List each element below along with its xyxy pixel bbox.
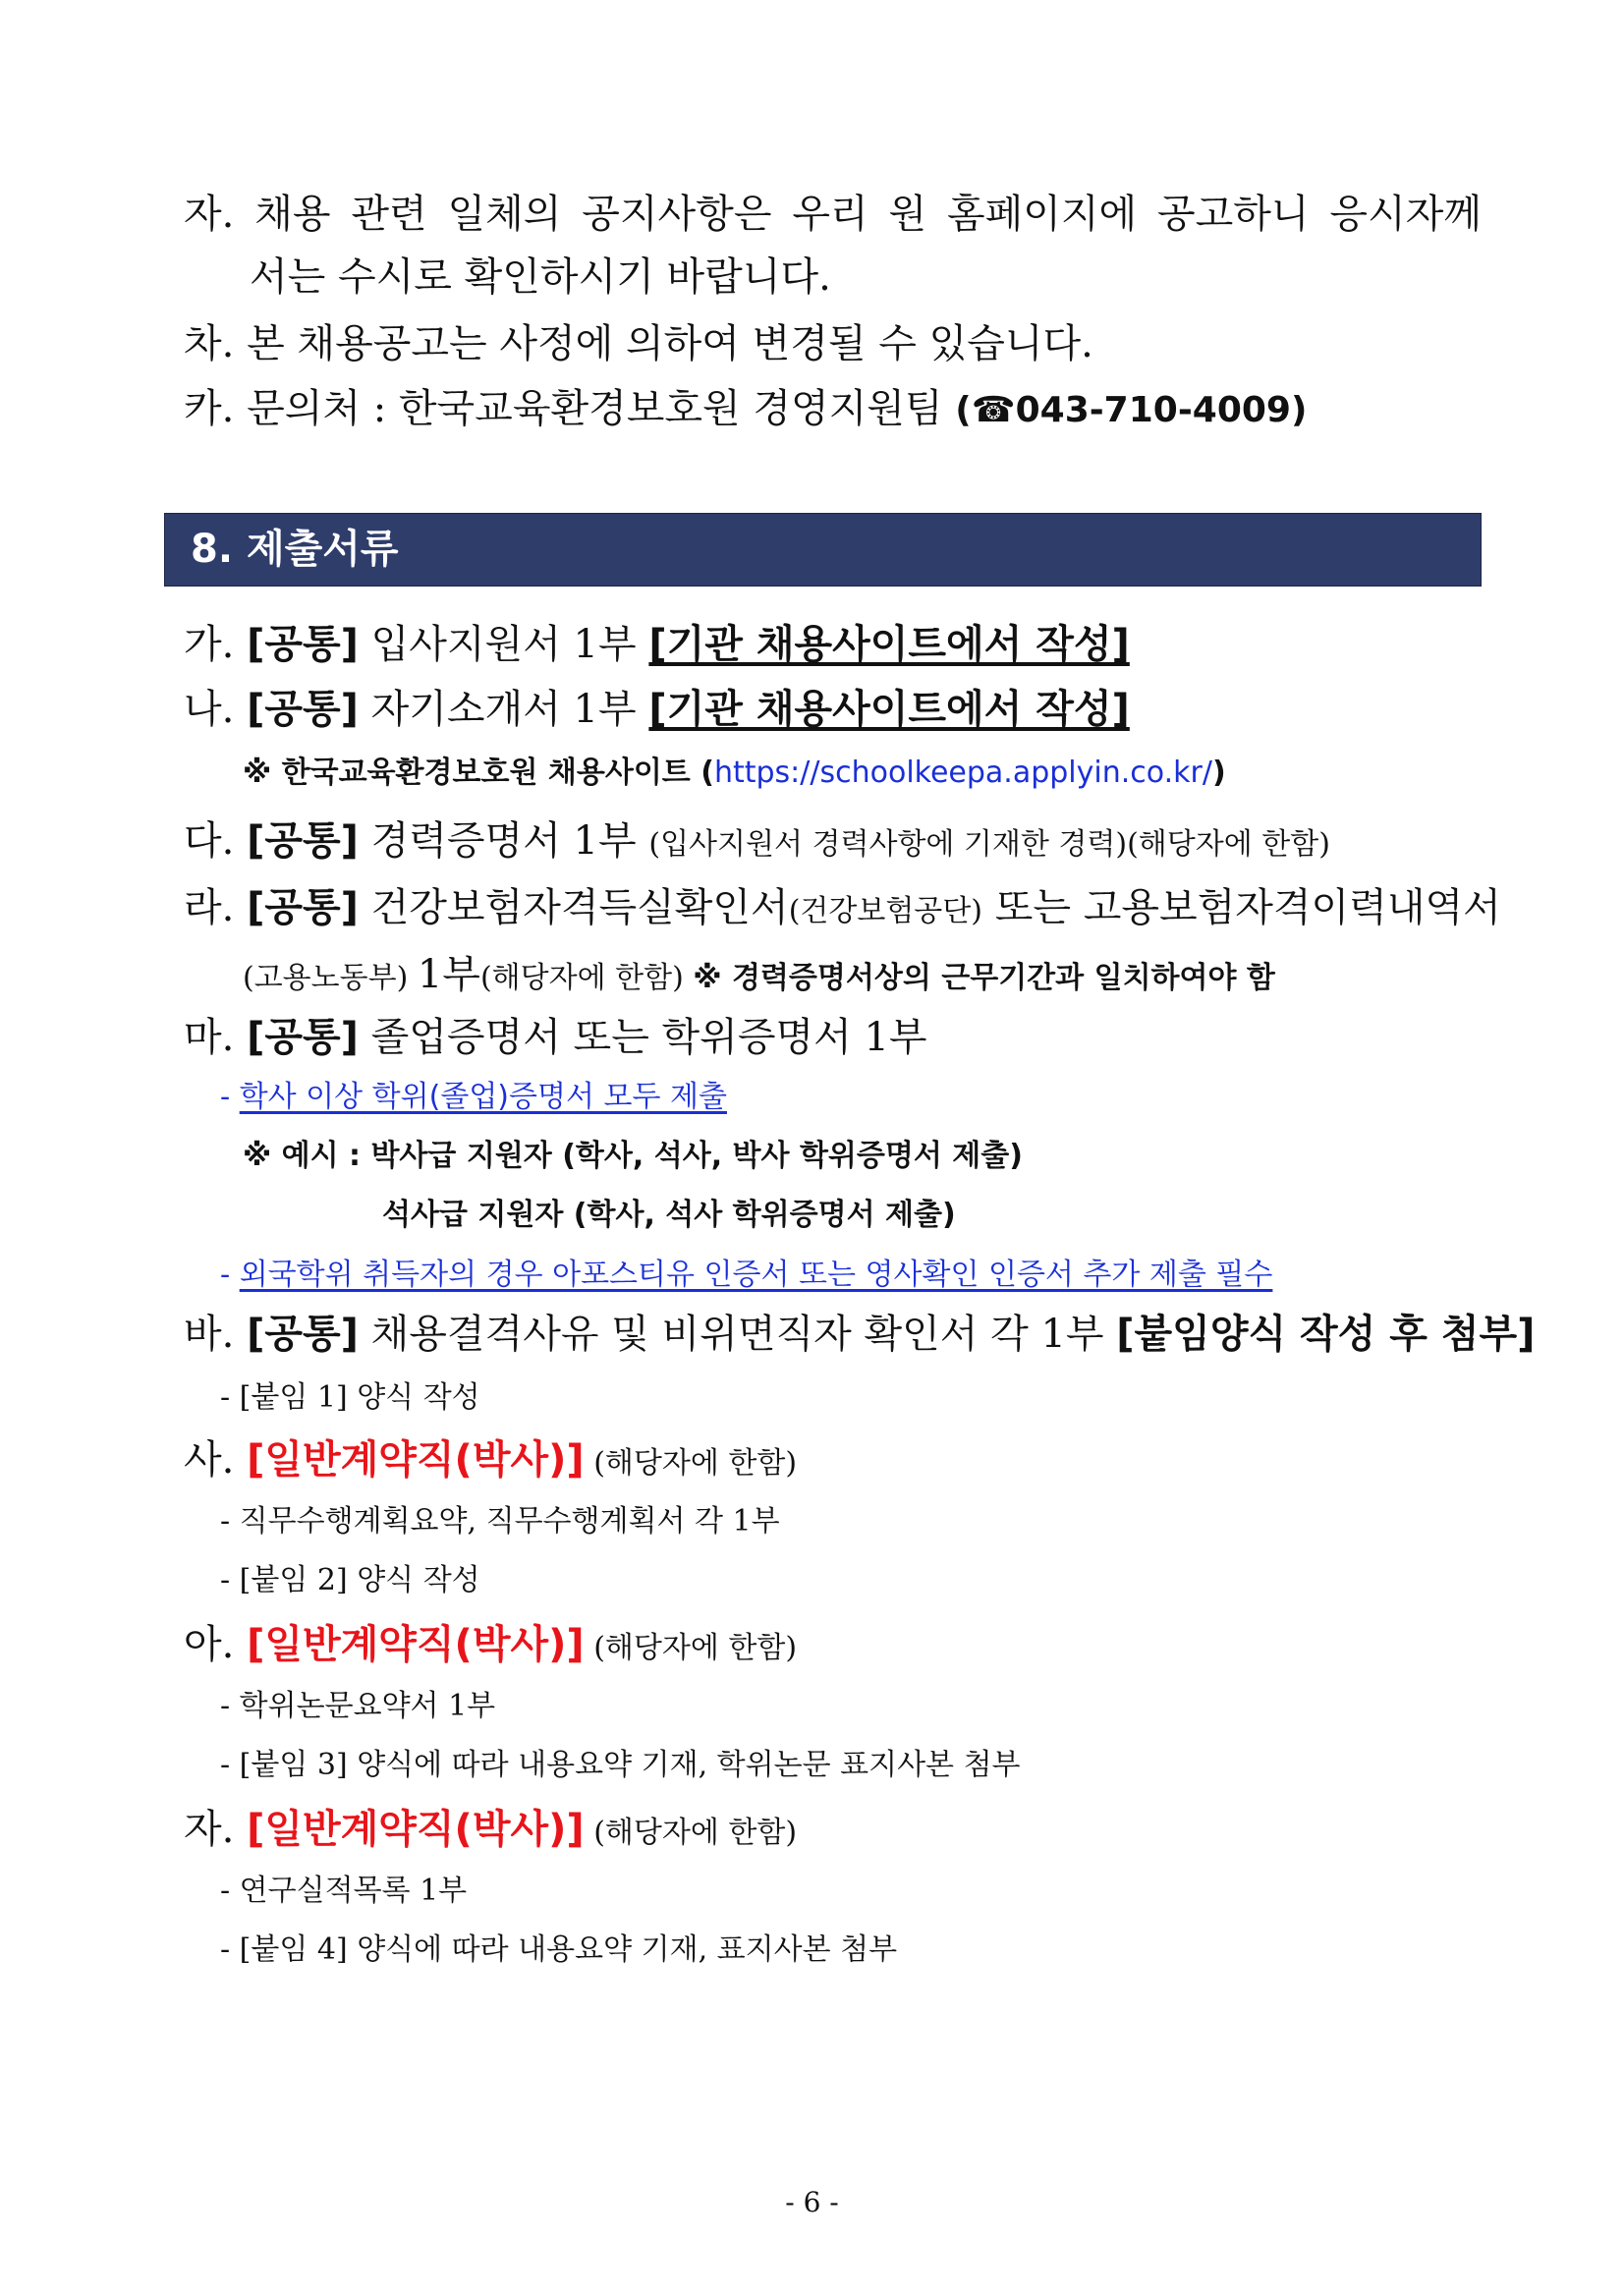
contract-tag: [일반계약직(박사)]: [247, 1437, 585, 1483]
item-text: 건강보험자격득실확인서: [358, 885, 789, 930]
item-note: (고용노동부): [243, 961, 418, 995]
item-note: (해당자에 한함): [479, 961, 694, 995]
common-tag: [공통]: [247, 818, 359, 864]
item-bold-note: ※ 경력증명서상의 근무기간과 일치하여야 함: [693, 961, 1275, 995]
item-marker: 라.: [184, 885, 248, 930]
notice-ja-line1: 자. 채용 관련 일체의 공지사항은 우리 원 홈페이지에 공고하니 응시자께: [184, 192, 1482, 237]
item-sa: [184, 1437, 798, 1483]
item-note: (해당자에 한함): [584, 1631, 798, 1665]
item-sa-sub1: - 직무수행계획요약, 직무수행계획서 각 1부: [220, 1504, 780, 1539]
site-note-suffix: ): [1211, 756, 1226, 790]
contact-phone: (☎043-710-4009): [955, 390, 1308, 430]
item-da: [184, 818, 1330, 864]
item-bold-note: [붙임양식 작성 후 첨부]: [1116, 1312, 1536, 1357]
item-ma-sub2: [220, 1260, 1272, 1290]
item-ja: [184, 1807, 798, 1852]
item-marker: 마.: [184, 1015, 248, 1060]
item-a-sub2: - [붙임 3] 양식에 따라 내용요약 기재, 학위논문 표지사본 첨부: [220, 1748, 1021, 1782]
item-marker: 사.: [184, 1437, 248, 1483]
item-text: 채용결격사유 및 비위면직자 확인서 각 1부: [358, 1312, 1117, 1357]
item-ma-example1: ※ 예시 : 박사급 지원자 (학사, 석사, 박사 학위증명서 제출): [243, 1139, 1023, 1173]
section-title: 8. 제출서류: [191, 527, 399, 572]
contract-tag: [일반계약직(박사)]: [247, 1622, 585, 1667]
notice-ka: [184, 386, 1308, 431]
site-note: [기관 채용사이트에서 작성]: [648, 622, 1130, 667]
item-ba: [184, 1312, 1536, 1357]
item-sa-sub2: - [붙임 2] 양식 작성: [220, 1563, 480, 1597]
site-note-prefix: ※ 한국교육환경보호원 채용사이트 (: [243, 756, 714, 790]
item-ba-sub1: - [붙임 1] 양식 작성: [220, 1380, 480, 1415]
item-marker: 다.: [184, 818, 248, 864]
site-note: [기관 채용사이트에서 작성]: [648, 687, 1130, 732]
common-tag: [공통]: [247, 1015, 359, 1060]
page-number: - 6 -: [785, 2186, 839, 2218]
item-marker: 바.: [184, 1312, 248, 1357]
item-note: (해당자에 한함): [584, 1816, 798, 1850]
common-tag: [공통]: [247, 885, 359, 930]
item-ja-sub2: - [붙임 4] 양식에 따라 내용요약 기재, 표지사본 첨부: [220, 1932, 898, 1967]
recruit-site-link[interactable]: https://schoolkeepa.applyin.co.kr/: [713, 756, 1212, 790]
item-ra-line2: [243, 952, 1275, 997]
item-note: (입사지원서 경력사항에 기재한 경력)(해당자에 한함): [648, 827, 1330, 862]
item-a: [184, 1622, 798, 1667]
item-text: 입사지원서 1부: [358, 622, 649, 667]
item-text: 또는 고용보험자격이력내역서: [981, 885, 1501, 930]
item-note: (건강보험공단): [788, 894, 982, 928]
item-ma: [184, 1015, 927, 1060]
item-ja-sub1: - 연구실적목록 1부: [220, 1874, 468, 1908]
highlight-text: 외국학위 취득자의 경우 아포스티유 인증서 또는 영사확인 인증서 추가 제출 필수: [239, 1258, 1273, 1292]
contract-tag: [일반계약직(박사)]: [247, 1807, 585, 1852]
item-ra: [184, 885, 1501, 930]
common-tag: [공통]: [247, 622, 359, 667]
item-text: 자기소개서 1부: [358, 687, 649, 732]
recruit-site-note: [243, 758, 1226, 788]
dash: -: [220, 1258, 240, 1292]
common-tag: [공통]: [247, 687, 359, 732]
item-marker: 나.: [184, 687, 248, 732]
item-text: 졸업증명서 또는 학위증명서 1부: [358, 1015, 927, 1060]
item-a-sub1: - 학위논문요약서 1부: [220, 1689, 496, 1723]
common-tag: [공통]: [247, 1312, 359, 1357]
highlight-text: 학사 이상 학위(졸업)증명서 모두 제출: [239, 1080, 727, 1114]
item-ma-sub1: [220, 1080, 727, 1114]
item-note: (해당자에 한함): [584, 1446, 798, 1481]
item-count: 1부: [417, 952, 480, 997]
item-marker: 가.: [184, 622, 248, 667]
dash: -: [220, 1080, 240, 1114]
notice-ka-text: 카. 문의처 : 한국교육환경보호원 경영지원팀: [184, 386, 956, 431]
item-ga: [184, 622, 1130, 667]
notice-ja-line2: 서는 수시로 확인하시기 바랍니다.: [250, 254, 831, 300]
notice-cha: 차. 본 채용공고는 사정에 의하여 변경될 수 있습니다.: [184, 321, 1093, 366]
item-marker: 자.: [184, 1807, 248, 1852]
section-banner: [164, 513, 1482, 587]
item-text: 경력증명서 1부: [358, 818, 649, 864]
item-na: [184, 687, 1130, 732]
item-ma-example2: 석사급 지원자 (학사, 석사 학위증명서 제출): [382, 1198, 956, 1232]
item-marker: 아.: [184, 1622, 248, 1667]
